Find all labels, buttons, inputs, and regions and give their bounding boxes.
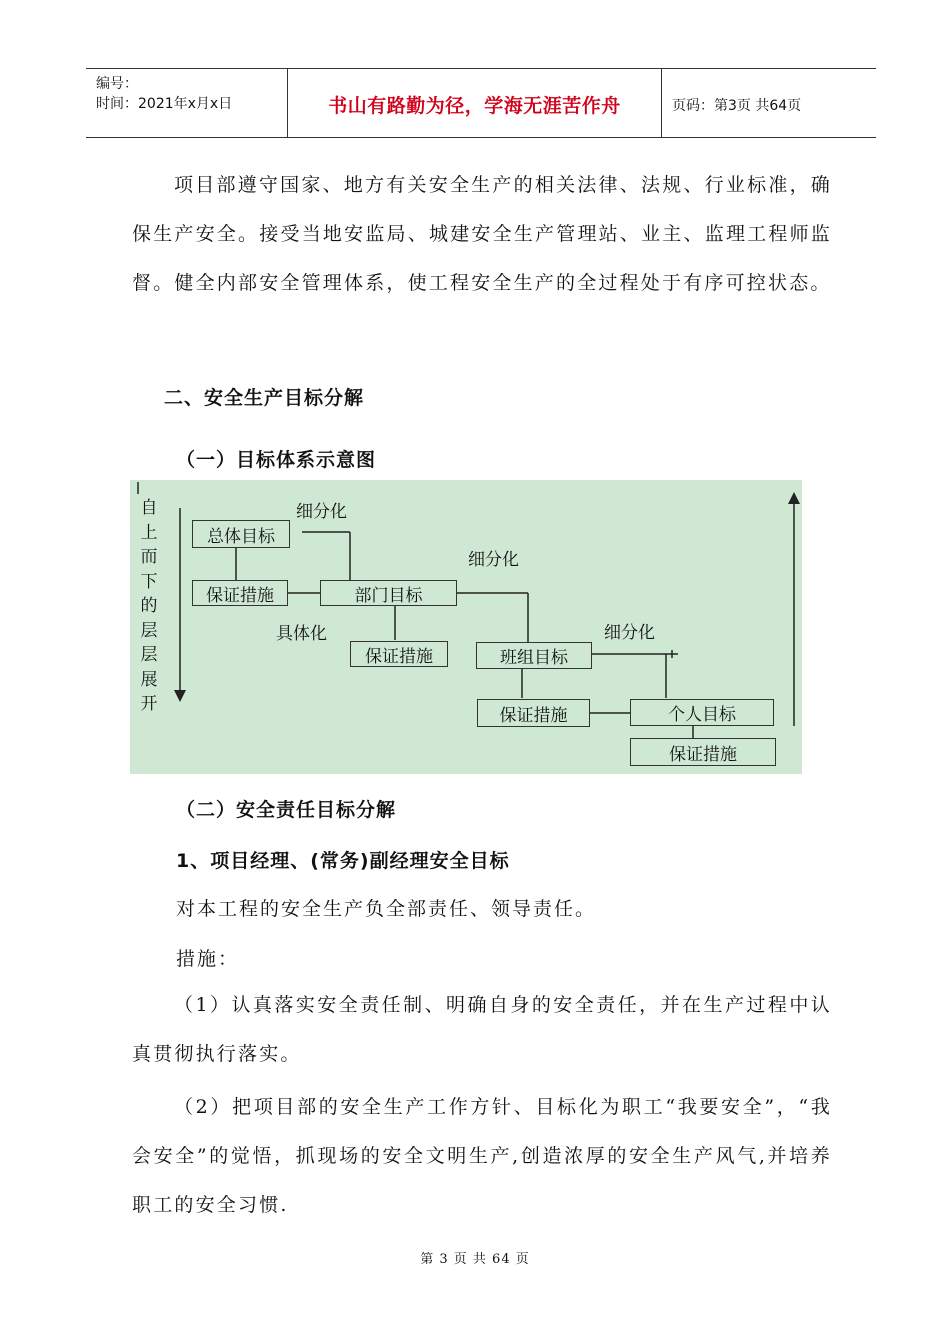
measures-label: 措施： — [176, 948, 240, 970]
header-motto: 书山有路勤为径，学海无涯苦作舟 — [328, 95, 621, 117]
header-page-label: 页码：第3页 共64页 — [672, 98, 802, 114]
subsection2-heading: （二）安全责任目标分解 — [176, 799, 397, 821]
personal-goal-box: 个人目标 — [630, 699, 774, 726]
page-header — [86, 68, 876, 138]
guarantee-measures-box-1: 保证措施 — [192, 580, 288, 606]
guarantee-measures-box-2: 保证措施 — [350, 641, 448, 667]
guarantee-measures-box-4: 保证措施 — [630, 738, 776, 766]
section2-heading: 二、安全生产目标分解 — [164, 387, 365, 409]
refine-label-2: 细分化 — [468, 550, 519, 570]
intro-paragraph: 项目部遵守国家、地方有关安全生产的相关法律、法规、行业标准，确保生产安全。接受当地安监局、城建安全生产管理站、业主、监理工程师监督。健全内部安全管理体系，使工程安全生产的全过程处于有序可控状态。 — [132, 174, 832, 294]
measure-1-paragraph: （1）认真落实安全责任制、明确自身的安全责任，并在生产过程中认真贯彻执行落实。 — [132, 994, 832, 1065]
item1-text: 对本工程的安全生产负全部责任、领导责任。 — [176, 898, 597, 920]
department-goal-box: 部门目标 — [320, 580, 457, 606]
goal-hierarchy-diagram — [130, 480, 802, 774]
header-number-label: 编号： — [96, 76, 138, 92]
guarantee-measures-box-3: 保证措施 — [477, 699, 590, 727]
header-page-cell — [662, 69, 876, 137]
refine-label-3: 细分化 — [604, 623, 655, 643]
item1-heading: 1、项目经理、(常务)副经理安全目标 — [176, 850, 510, 872]
overall-goal-box: 总体目标 — [192, 520, 290, 548]
header-motto-cell — [288, 69, 662, 137]
team-goal-box: 班组目标 — [476, 642, 592, 669]
refine-label-1: 细分化 — [296, 502, 347, 522]
concretize-label: 具体化 — [276, 624, 327, 644]
page-footer: 第 3 页 共 64 页 — [420, 1252, 530, 1267]
header-time-label: 时间：2021年x月x日 — [96, 96, 233, 112]
subsection1-heading: （一）目标体系示意图 — [176, 449, 377, 471]
header-info-cell — [86, 69, 288, 137]
top-down-expansion-label: 自上而下的层层展开 — [140, 498, 158, 714]
measure-2-paragraph: （2）把项目部的安全生产工作方针、目标化为职工“我要安全”，“我会安全”的觉悟，抓现场的安全文明生产,创造浓厚的安全生产风气,并培养职工的安全习惯. — [132, 1096, 832, 1216]
